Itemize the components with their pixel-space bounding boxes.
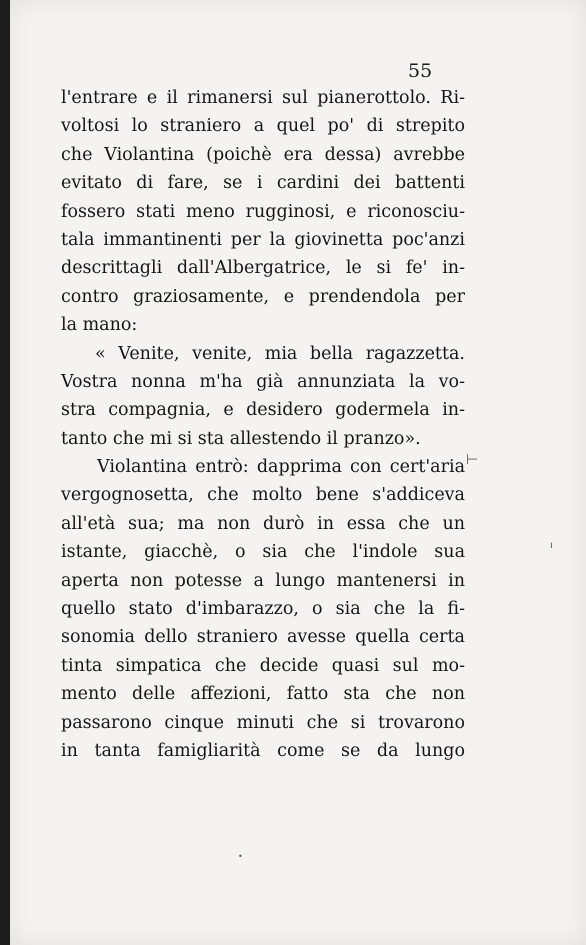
text-line: « Venite, venite, mia bella ragazzetta. bbox=[95, 343, 465, 364]
pencil-dot-icon: • bbox=[238, 852, 243, 861]
text-line: Violantina entrò: dapprima con cert'aria bbox=[97, 457, 465, 478]
text-line: l'entrare e il rimanersi sul pianerottolo. Ri- bbox=[61, 88, 465, 108]
text-line: all'età sua; ma non durò in essa che un bbox=[61, 513, 465, 534]
text-line: in tanta famigliarità come se da lungo bbox=[61, 740, 465, 761]
text-line: stra compagnia, e desidero godermela in- bbox=[61, 400, 465, 421]
text-line: tala immantinenti per la giovinetta poc'anzi bbox=[61, 229, 465, 250]
text-line: Vostra nonna m'ha già annunziata la vo- bbox=[61, 371, 465, 392]
text-line: sonomia dello straniero avesse quella certa bbox=[61, 627, 465, 648]
text-line: evitato di fare, se i cardini dei battenti bbox=[61, 173, 465, 194]
text-line: aperta non potesse a lungo mantenersi in bbox=[61, 570, 465, 591]
text-line: che Violantina (poichè era dessa) avrebbe bbox=[61, 144, 465, 165]
body-text bbox=[61, 84, 465, 765]
text-line: tinta simpatica che decide quasi sul mo- bbox=[61, 655, 465, 676]
text-line: passarono cinque minuti che si trovarono bbox=[61, 712, 465, 733]
text-line: istante, giacchè, o sia che l'indole sua bbox=[61, 542, 465, 563]
text-line: tanto che mi si sta allestendo il pranzo». bbox=[61, 428, 421, 449]
pencil-mark-icon: ⊢ bbox=[466, 452, 479, 468]
text-line: voltosi lo straniero a quel po' di strepito bbox=[61, 116, 465, 137]
text-line: descrittagli dall'Albergatrice, le si fe' in- bbox=[61, 258, 465, 279]
pencil-tick-icon: ı bbox=[550, 540, 553, 551]
text-line: fossero stati meno rugginosi, e riconosciu- bbox=[61, 201, 465, 222]
text-line: vergognosetta, che molto bene s'addiceva bbox=[61, 485, 465, 506]
text-line: mento delle affezioni, fatto sta che non bbox=[61, 684, 465, 705]
text-line: la mano: bbox=[61, 315, 138, 336]
page-number: 55 bbox=[408, 60, 433, 82]
book-page bbox=[10, 0, 586, 945]
text-line: quello stato d'imbarazzo, o sia che la fi- bbox=[61, 599, 465, 620]
text-line: contro graziosamente, e prendendola per bbox=[61, 286, 465, 307]
